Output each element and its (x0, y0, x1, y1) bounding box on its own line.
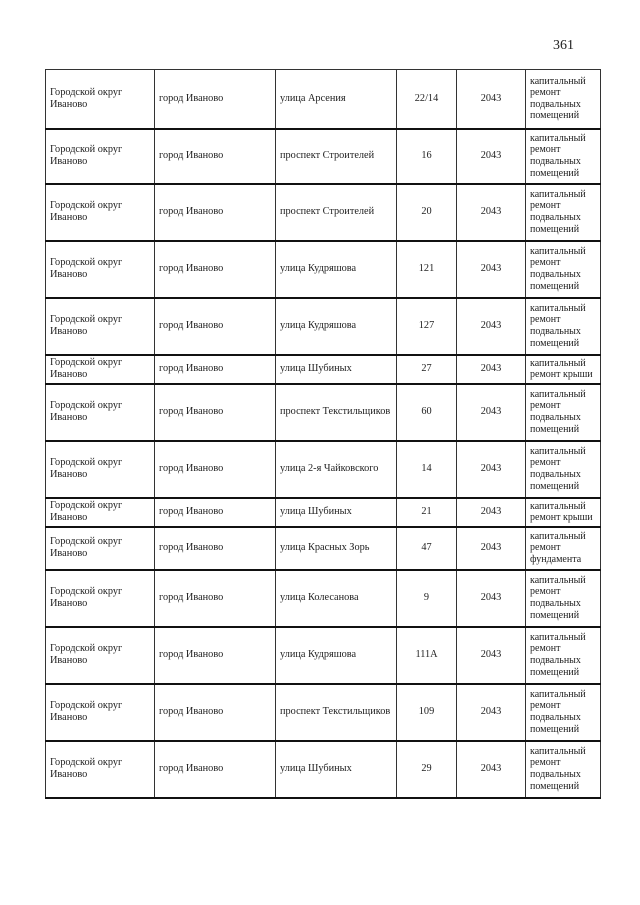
city-cell: город Иваново (155, 741, 276, 798)
okrug-cell: Городской округ Иваново (46, 741, 155, 798)
year-cell: 2043 (457, 129, 526, 184)
city-cell: город Иваново (155, 355, 276, 384)
street-cell: улица Кудряшова (276, 627, 397, 684)
table-row (46, 129, 601, 184)
work-type-cell: капитальный ремонт подвальных помещений (526, 627, 601, 684)
year-cell: 2043 (457, 241, 526, 298)
table-row (46, 241, 601, 298)
okrug-cell: Городской округ Иваново (46, 498, 155, 527)
street-cell: проспект Строителей (276, 184, 397, 241)
table-row (46, 298, 601, 355)
work-type-cell: капитальный ремонт крыши (526, 355, 601, 384)
street-cell: улица Красных Зорь (276, 527, 397, 570)
city-cell: город Иваново (155, 498, 276, 527)
okrug-cell: Городской округ Иваново (46, 570, 155, 627)
work-type-cell: капитальный ремонт подвальных помещений (526, 70, 601, 129)
year-cell: 2043 (457, 527, 526, 570)
okrug-cell: Городской округ Иваново (46, 70, 155, 129)
page-number: 361 (553, 38, 574, 53)
work-type-cell: капитальный ремонт фундамента (526, 527, 601, 570)
street-cell: улица Арсения (276, 70, 397, 129)
city-cell: город Иваново (155, 684, 276, 741)
street-cell: улица Кудряшова (276, 241, 397, 298)
house-cell: 21 (397, 498, 457, 527)
work-type-cell: капитальный ремонт крыши (526, 498, 601, 527)
house-cell: 121 (397, 241, 457, 298)
city-cell: город Иваново (155, 184, 276, 241)
table-row (46, 70, 601, 129)
okrug-cell: Городской округ Иваново (46, 355, 155, 384)
street-cell: проспект Строителей (276, 129, 397, 184)
table-row (46, 527, 601, 570)
table-row (46, 570, 601, 627)
city-cell: город Иваново (155, 527, 276, 570)
okrug-cell: Городской округ Иваново (46, 184, 155, 241)
work-type-cell: капитальный ремонт подвальных помещений (526, 298, 601, 355)
house-cell: 127 (397, 298, 457, 355)
work-type-cell: капитальный ремонт подвальных помещений (526, 441, 601, 498)
okrug-cell: Городской округ Иваново (46, 129, 155, 184)
table-row (46, 741, 601, 798)
okrug-cell: Городской округ Иваново (46, 241, 155, 298)
house-cell: 20 (397, 184, 457, 241)
work-type-cell: капитальный ремонт подвальных помещений (526, 684, 601, 741)
house-cell: 16 (397, 129, 457, 184)
year-cell: 2043 (457, 441, 526, 498)
repair-schedule-table (45, 69, 601, 799)
street-cell: улица Шубиных (276, 498, 397, 527)
year-cell: 2043 (457, 298, 526, 355)
house-cell: 9 (397, 570, 457, 627)
work-type-cell: капитальный ремонт подвальных помещений (526, 241, 601, 298)
street-cell: улица Колесанова (276, 570, 397, 627)
city-cell: город Иваново (155, 241, 276, 298)
year-cell: 2043 (457, 498, 526, 527)
house-cell: 22/14 (397, 70, 457, 129)
street-cell: проспект Текстильщиков (276, 384, 397, 441)
house-cell: 109 (397, 684, 457, 741)
house-cell: 111А (397, 627, 457, 684)
year-cell: 2043 (457, 384, 526, 441)
house-cell: 47 (397, 527, 457, 570)
work-type-cell: капитальный ремонт подвальных помещений (526, 741, 601, 798)
house-cell: 14 (397, 441, 457, 498)
table-row (46, 184, 601, 241)
okrug-cell: Городской округ Иваново (46, 384, 155, 441)
city-cell: город Иваново (155, 441, 276, 498)
city-cell: город Иваново (155, 570, 276, 627)
okrug-cell: Городской округ Иваново (46, 441, 155, 498)
okrug-cell: Городской округ Иваново (46, 527, 155, 570)
year-cell: 2043 (457, 184, 526, 241)
year-cell: 2043 (457, 684, 526, 741)
street-cell: улица Шубиных (276, 355, 397, 384)
table-row (46, 355, 601, 384)
year-cell: 2043 (457, 627, 526, 684)
house-cell: 60 (397, 384, 457, 441)
city-cell: город Иваново (155, 384, 276, 441)
city-cell: город Иваново (155, 298, 276, 355)
table-row (46, 684, 601, 741)
work-type-cell: капитальный ремонт подвальных помещений (526, 129, 601, 184)
city-cell: город Иваново (155, 129, 276, 184)
street-cell: улица 2-я Чайковского (276, 441, 397, 498)
work-type-cell: капитальный ремонт подвальных помещений (526, 184, 601, 241)
work-type-cell: капитальный ремонт подвальных помещений (526, 384, 601, 441)
work-type-cell: капитальный ремонт подвальных помещений (526, 570, 601, 627)
table-row (46, 627, 601, 684)
city-cell: город Иваново (155, 70, 276, 129)
table-row (46, 441, 601, 498)
okrug-cell: Городской округ Иваново (46, 627, 155, 684)
city-cell: город Иваново (155, 627, 276, 684)
year-cell: 2043 (457, 570, 526, 627)
street-cell: проспект Текстильщиков (276, 684, 397, 741)
year-cell: 2043 (457, 70, 526, 129)
year-cell: 2043 (457, 741, 526, 798)
okrug-cell: Городской округ Иваново (46, 684, 155, 741)
year-cell: 2043 (457, 355, 526, 384)
table-row (46, 498, 601, 527)
okrug-cell: Городской округ Иваново (46, 298, 155, 355)
table-row (46, 384, 601, 441)
street-cell: улица Кудряшова (276, 298, 397, 355)
street-cell: улица Шубиных (276, 741, 397, 798)
house-cell: 29 (397, 741, 457, 798)
house-cell: 27 (397, 355, 457, 384)
table-body (46, 70, 601, 798)
